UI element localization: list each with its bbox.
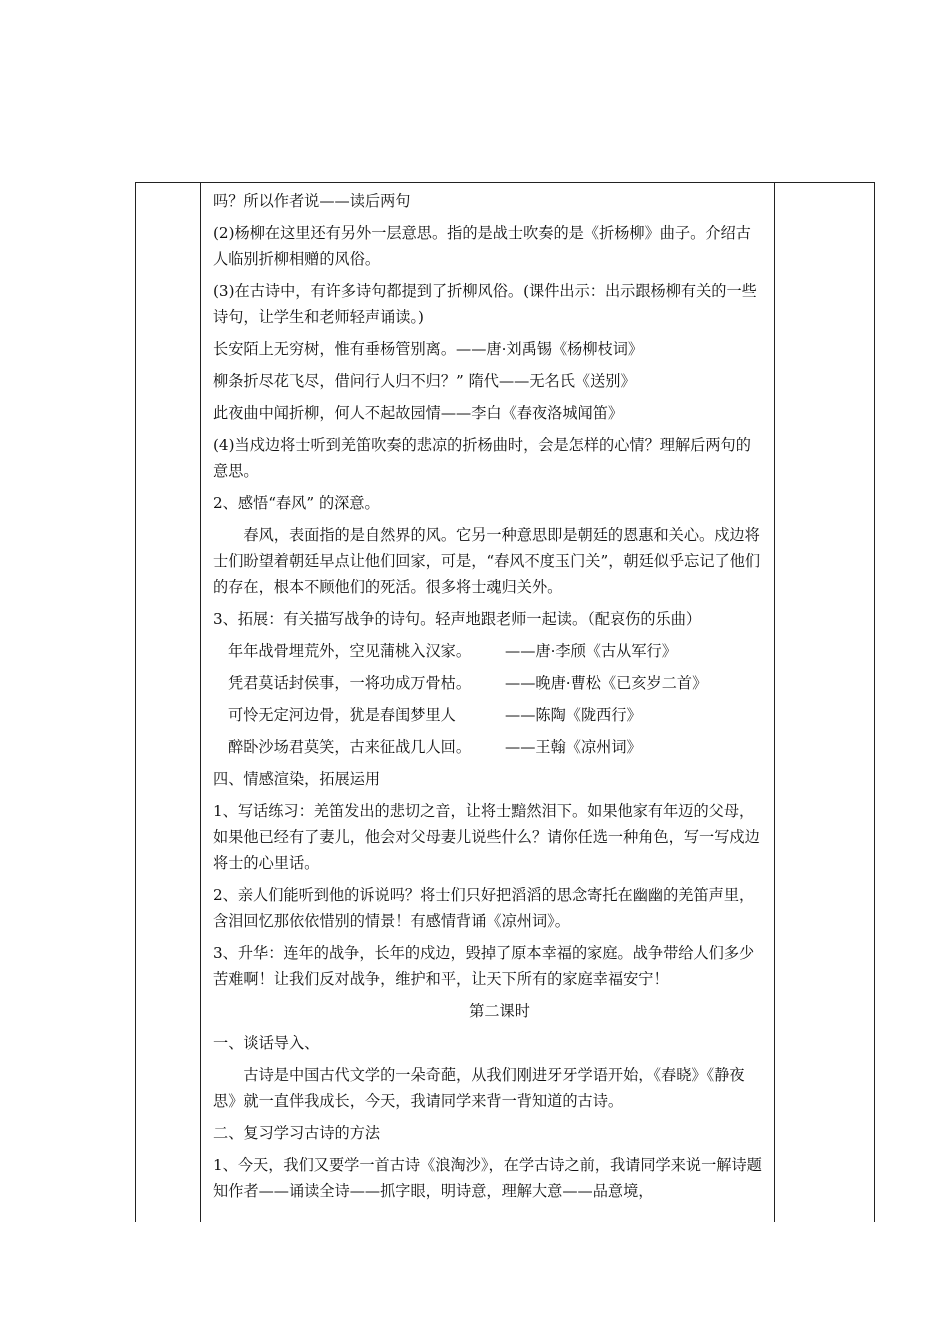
war-poem-source: ——陈陶《陇西行》 [505,706,642,724]
war-poem-line: 凭君莫话封侯事，一将功成万骨枯。 [228,674,471,692]
poem-quote: 柳条折尽花飞尽，借问行人归不归？” 隋代——无名氏《送别》 [213,372,636,390]
section-heading: 一、谈话导入、 [213,1034,320,1052]
paragraph: 春风，表面指的是自然界的风。它另一种意思即是朝廷的恩惠和关心。戍边将士们盼望着朝廷早点让他们回家，可是，“春风不度玉门关”，朝廷似乎忘记了他们的存在，根本不顾他们的死活。很多将士魂归关外。 [213,526,761,596]
paragraph: 3、升华：连年的战争，长年的戍边，毁掉了原本幸福的家庭。战争带给人们多少苦难啊！让我们反对战争，维护和平，让天下所有的家庭幸福安宁！ [213,944,755,988]
war-poem-source: ——王翰《凉州词》 [505,738,642,756]
war-poem-source: ——唐·李颀《古从军行》 [505,642,677,660]
section-heading: 3、拓展：有关描写战争的诗句。轻声地跟老师一起读。（配哀伤的乐曲） [213,610,702,628]
war-poem-row [213,702,766,728]
war-poem-line: 年年战骨埋荒外，空见蒲桃入汉家。 [228,642,471,660]
paragraph: 1、写话练习：羌笛发出的悲切之音，让将士黯然泪下。如果他家有年迈的父母，如果他已经有了妻儿，他会对父母妻儿说些什么？请你任选一种角色，写一写戍边将士的心里话。 [213,802,760,872]
paragraph: 2、亲人们能听到他的诉说吗？将士们只好把滔滔的思念寄托在幽幽的羌笛声里，含泪回忆那依依惜别的情景！有感情背诵《凉州词》。 [213,886,755,930]
paragraph: 1、今天，我们又要学一首古诗《浪淘沙》，在学古诗之前，我请同学来说一解诗题 知作者——诵读全诗——抓字眼，明诗意，理解大意——品意境， [213,1156,782,1200]
poem-quote: 此夜曲中闻折柳，何人不起故园情——李白《春夜洛城闻笛》 [213,404,624,422]
paragraph: (3)在古诗中，有许多诗句都提到了折柳风俗。(课件出示：出示跟杨柳有关的一些诗句，让学生和老师轻声诵读。) [213,282,757,326]
paragraph: 古诗是中国古代文学的一朵奇葩，从我们刚进牙牙学语开始，《春晓》《静夜思》就一直伴我成长，今天，我请同学来背一背知道的古诗。 [213,1066,745,1110]
war-poem-line: 可怜无定河边骨，犹是春闺梦里人 [228,706,456,724]
war-poem-row [213,734,766,760]
section-heading: 四、情感渲染，拓展运用 [213,770,381,788]
column-divider-left [200,182,201,1222]
war-poem-source: ——晚唐·曹松《已亥岁二首》 [505,674,708,692]
paragraph: 吗？所以作者说——读后两句 [213,192,411,210]
war-poem-line: 醉卧沙场君莫笑，古来征战几人回。 [228,738,471,756]
lesson-two-title: 第二课时 [469,1002,530,1020]
section-heading: 二、复习学习古诗的方法 [213,1124,381,1142]
column-divider-right [774,182,775,1222]
war-poem-row [213,670,766,696]
section-heading: 2、感悟“春风” 的深意。 [213,494,380,512]
war-poem-row [213,638,766,664]
paragraph: (4)当戍边将士听到羌笛吹奏的悲凉的折杨曲时，会是怎样的心情？理解后两句的意思。 [213,436,751,480]
poem-quote: 长安陌上无穷树，惟有垂杨管别离。——唐·刘禹锡《杨柳枝词》 [213,340,644,358]
paragraph: (2)杨柳在这里还有另外一层意思。指的是战士吹奏的是《折杨柳》曲子。介绍古人临别折柳相赠的风俗。 [213,224,751,268]
lesson-content [213,188,782,1210]
